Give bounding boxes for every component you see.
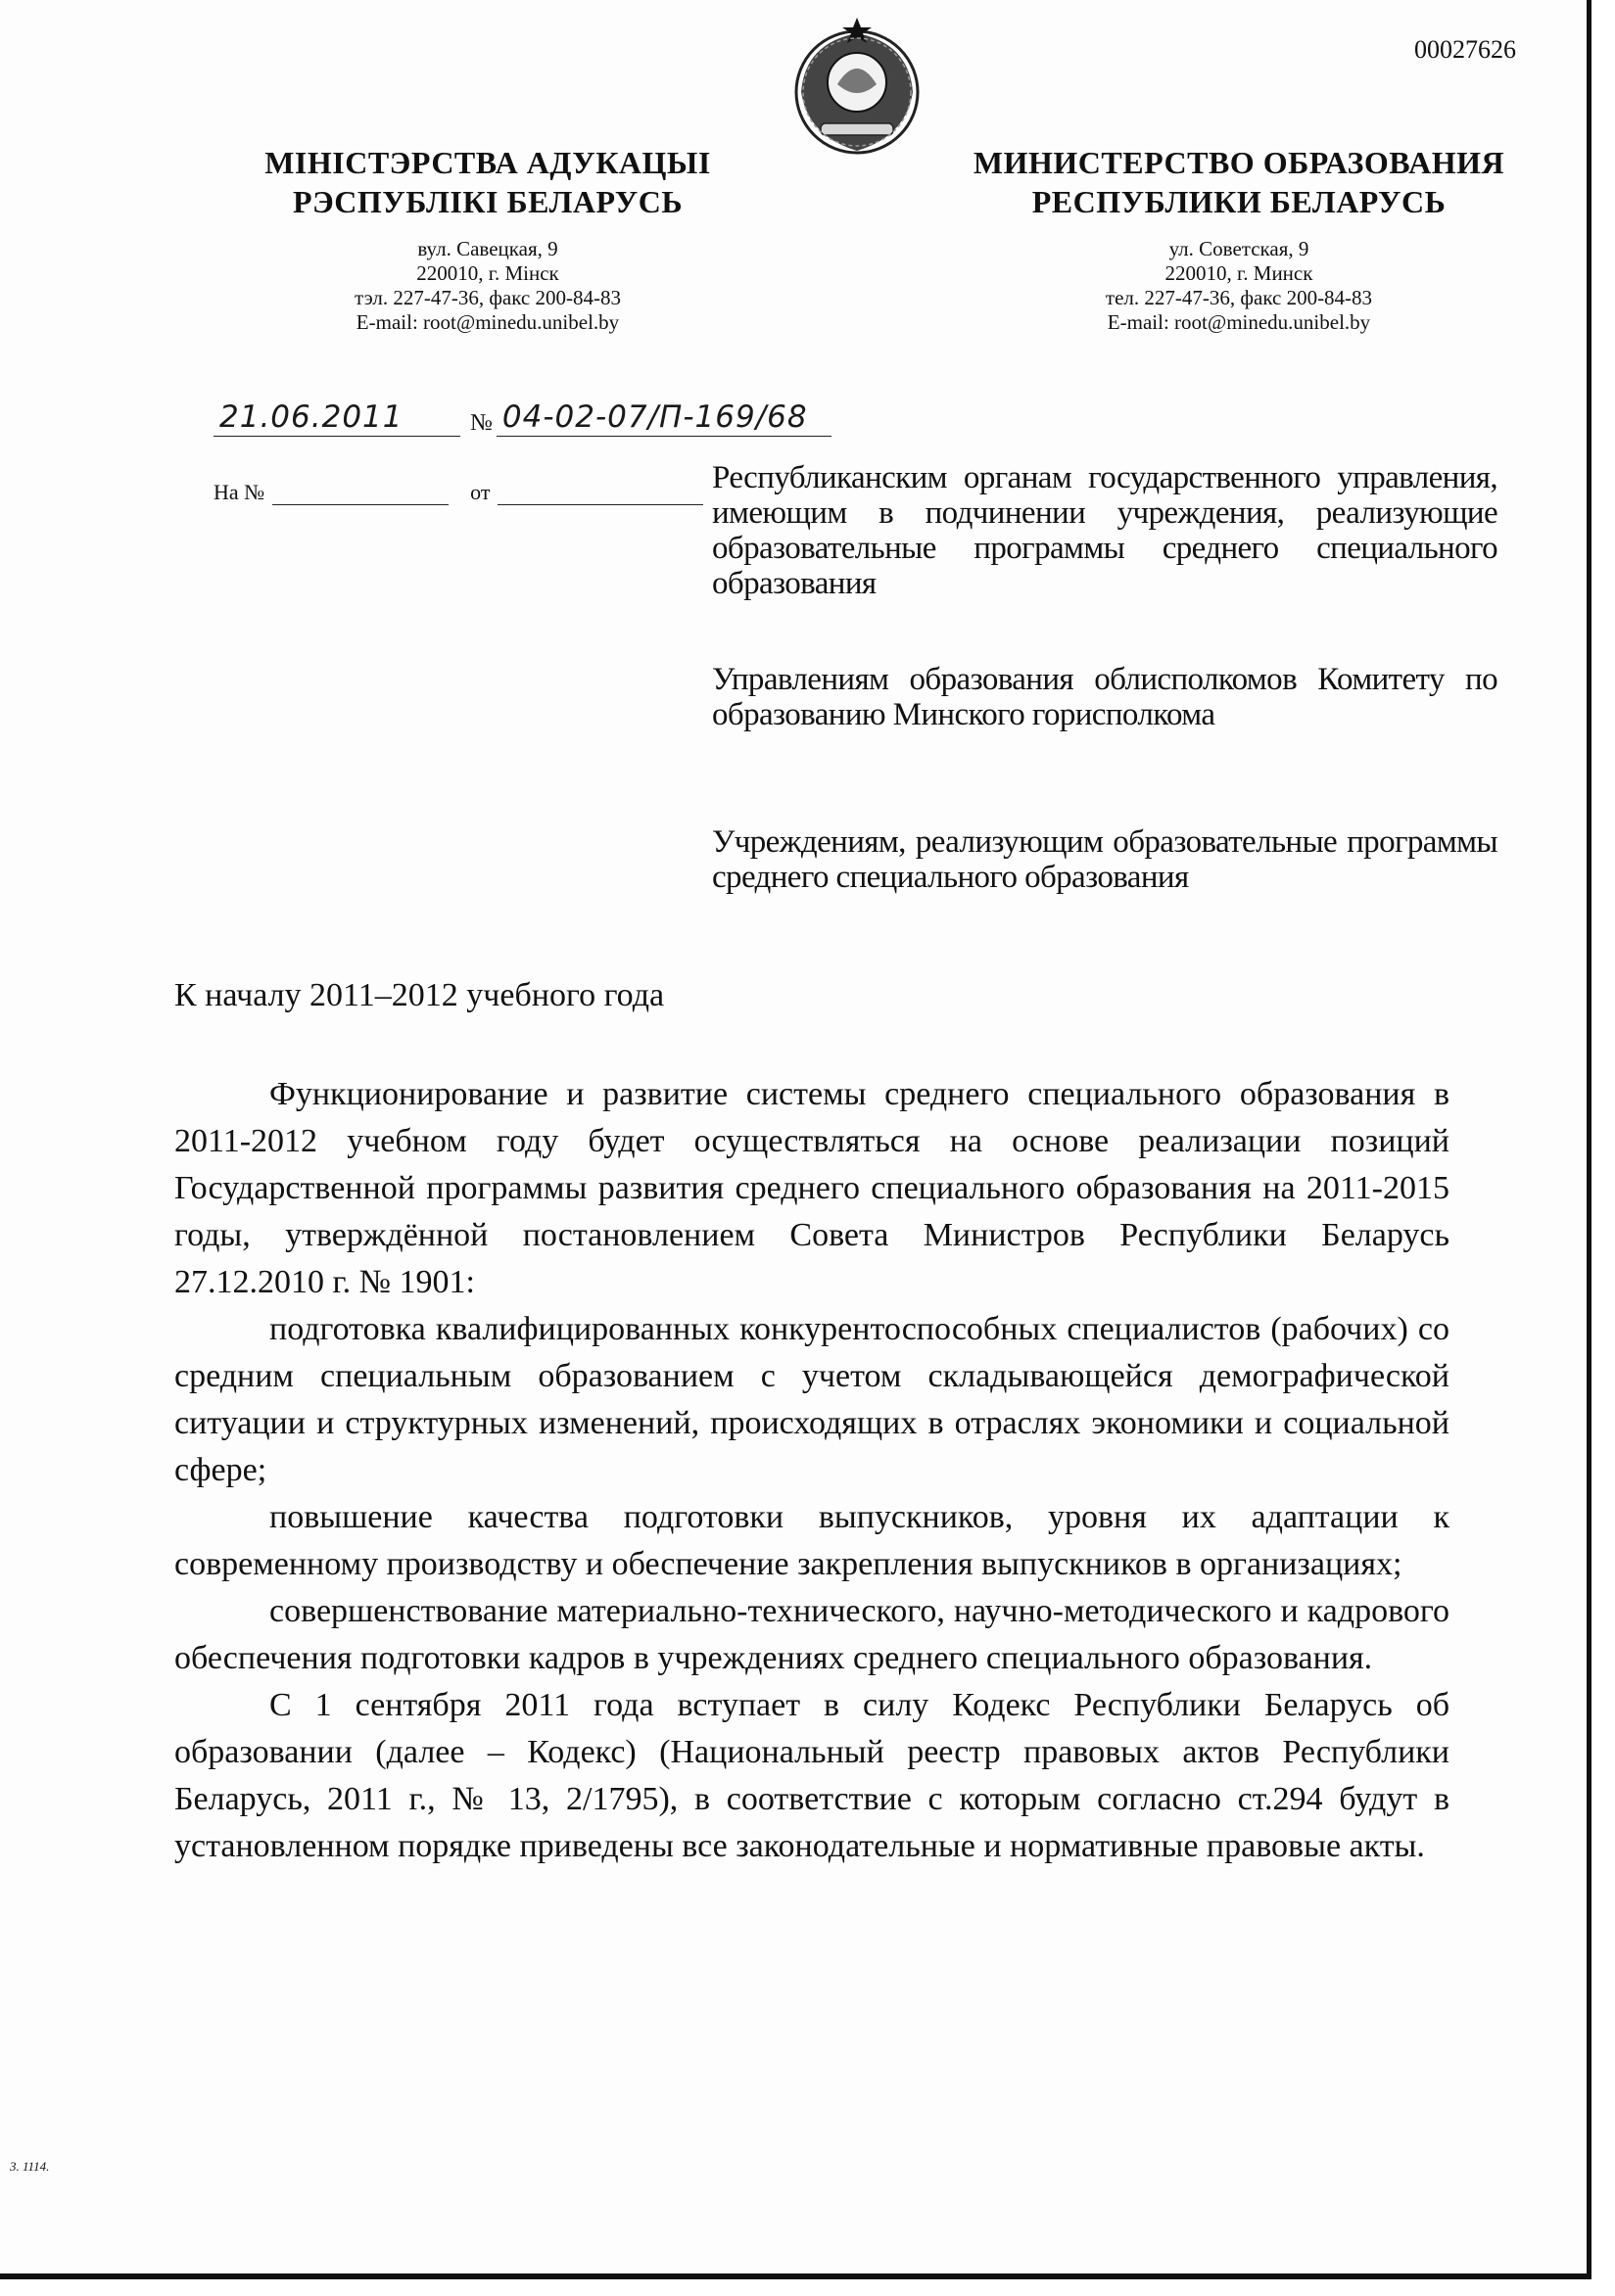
reference-line xyxy=(214,480,703,505)
address-ru: ул. Советская, 9 220010, г. Минск тел. 227-47-36, факс 200-84-83 E-mail: root@minedu.unibel.by xyxy=(1105,237,1373,334)
body-paragraph: совершенствование материально-технического, научно-методического и кадрового обеспечения подготовки кадров в учреждениях среднего специального образования. xyxy=(174,1593,1449,1676)
addressee-3: Учреждениям, реализующим образовательные программы среднего специального образования xyxy=(712,824,1497,895)
ministry-name-ru: МИНИСТЕРСТВО ОБРАЗОВАНИЯ РЕСПУБЛИКИ БЕЛАРУСЬ xyxy=(973,145,1505,219)
reference-from-label: от xyxy=(470,480,491,504)
header-russian xyxy=(965,143,1513,335)
letter-body xyxy=(174,1071,1449,1870)
body-paragraph: Функционирование и развитие системы среднего специального образования в 2011-2012 учебном году будет осуществляться на основе реализации позиций Государственной программы развития среднего специального образования на 2011-2015 годы, утверждённой постановлением Совета Министров Республики Беларусь 27.12.2010 г. № 1901: xyxy=(174,1076,1449,1300)
body-paragraph: С 1 сентября 2011 года вступает в силу Кодекс Республики Беларусь об образовании (далее – Кодекс) (Национальный реестр правовых актов Республики Беларусь, 2011 г., № 13, 2/1795), в соответствие с которым согласно ст.294 будут в установленном порядке приведены все законодательные и нормативные правовые акты. xyxy=(174,1687,1449,1864)
number-sign: № xyxy=(470,410,493,436)
document-number: 00027626 xyxy=(1414,35,1516,64)
registration-date: 21.06.2011 xyxy=(214,399,460,437)
reference-from-blank xyxy=(498,481,703,505)
state-emblem-icon xyxy=(784,14,930,161)
footer-code: 3. 1114. xyxy=(10,2159,50,2174)
registration-number: 04-02-07/П-169/68 xyxy=(497,399,831,437)
addressee-1: Республиканским органам государственного управления, имеющим в подчинении учреждения, реализующие образовательные программы среднего специального образования xyxy=(712,460,1497,601)
letter-subject: К началу 2011–2012 учебного года xyxy=(174,977,665,1013)
body-paragraph: подготовка квалифицированных конкурентоспособных специалистов (рабочих) со средним специальным образованием с учетом складывающейся демографической ситуации и структурных изменений, происходящих в отраслях экономики и социальной сфере; xyxy=(174,1311,1449,1488)
addressee-2: Управлениям образования облисполкомов Комитету по образованию Минского горисполкома xyxy=(712,662,1497,732)
ministry-name-be: МІНІСТЭРСТВА АДУКАЦЫІ РЭСПУБЛІКІ БЕЛАРУСЬ xyxy=(264,145,711,219)
reference-no-blank xyxy=(272,481,449,505)
header-belarusian xyxy=(214,143,762,335)
body-paragraph: повышение качества подготовки выпускников, уровня их адаптации к современному производству и обеспечение закрепления выпускников в организациях; xyxy=(174,1499,1449,1582)
address-be: вул. Савецкая, 9 220010, г. Мінск тэл. 227-47-36, факс 200-84-83 E-mail: root@minedu.unibel.by xyxy=(355,237,621,334)
reference-no-label: На № xyxy=(214,480,265,504)
registration-line xyxy=(214,399,831,437)
